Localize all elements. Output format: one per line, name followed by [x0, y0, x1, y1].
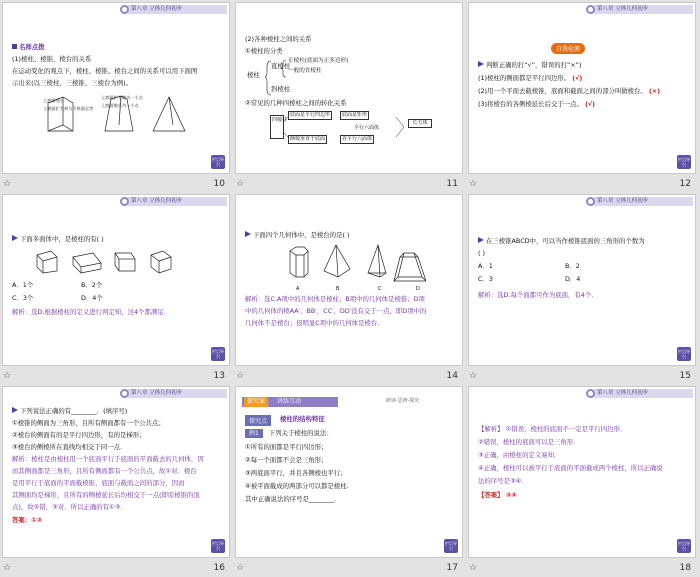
- answer: 答案：①③: [12, 516, 42, 524]
- star-icon[interactable]: ☆: [3, 563, 12, 573]
- self-check-badge: 自我检测: [551, 43, 585, 54]
- arrow-bullet-icon: [12, 407, 18, 413]
- chapter-header-tab: 第八章 立体几何初步: [591, 389, 693, 398]
- slide-number: 11: [446, 179, 458, 189]
- slide-thumb-17[interactable]: [233, 384, 466, 576]
- explanation: 解析：选C.A项中的几何体是棱柱；B项中的几何体是棱锥；D项: [245, 295, 425, 303]
- tree-leaf: 一般的直棱柱: [288, 68, 322, 74]
- section-tab: 探究案: [244, 397, 268, 407]
- slide-thumb-13[interactable]: [0, 192, 233, 384]
- question-text: 在三棱锥ABCD中，可以当作棱锥底面的三角形的个数为: [478, 237, 645, 247]
- slide-thumb-10[interactable]: [0, 0, 233, 192]
- option-d: D．4: [565, 275, 581, 283]
- slide-number: 12: [679, 179, 691, 189]
- flow-box: 长方体: [408, 119, 432, 128]
- slide-thumb-14[interactable]: [233, 192, 466, 384]
- star-icon[interactable]: ☆: [469, 179, 478, 189]
- chapter-header-tab: 第八章 立体几何初步: [125, 197, 227, 206]
- flow-box: 底面是矩形: [342, 112, 368, 118]
- statement: ①棱锥的侧面为三角形，且所有侧面都有一个公共点；: [12, 419, 165, 427]
- analysis-line: 法的序号是③④．: [478, 477, 528, 485]
- analysis-line: ④正确，棱柱可以被平行于底面的平面截成两个棱柱，所以正确说: [478, 464, 663, 472]
- option-a: A．1: [478, 262, 493, 270]
- slide-canvas: [468, 194, 696, 366]
- explanation: 几何体不是棱台；很明显C项中的几何体是棱台.: [245, 319, 380, 327]
- tree-root: 棱柱: [247, 71, 260, 79]
- section-heading: 名师点拨: [12, 43, 45, 53]
- question-item: (1)棱柱的侧面都是平行四边形。 (√): [478, 74, 583, 82]
- question-paren: ( ): [478, 249, 486, 257]
- analysis-line: ②错误，棱柱的底面可以是三角形．: [478, 438, 580, 446]
- return-to-toc-button[interactable]: 栏目导引: [445, 541, 457, 551]
- tree-branch: 直棱柱: [271, 62, 291, 70]
- question-item: (2)用一个平面去截棱锥，底面和截面之间的部分叫做棱台。 (×): [478, 87, 661, 95]
- explanation: 是用平行于底面的平面截棱锥，底面与截面之间的部分，因而: [12, 479, 185, 487]
- flow-box: 侧棱垂直于底面: [290, 136, 326, 142]
- question-text: 例1 下列关于棱柱的说法：: [245, 429, 333, 439]
- explanation: 解析：棱柱是由棱柱用一个底面平行于底面的平面截去的几何体，因: [12, 455, 204, 463]
- flow-box: 底面是平行四边形: [290, 112, 331, 118]
- slide-thumb-15[interactable]: [466, 192, 699, 384]
- diagram-caption: 上底面扩大到与下底面全等: [43, 106, 94, 111]
- explanation: 点)，故②错，③对．所以正确的有①③．: [12, 503, 127, 511]
- tree-branch: 斜棱柱: [271, 85, 291, 93]
- answer-value: ③④: [505, 491, 517, 499]
- topic-tag: 探究点: [245, 415, 271, 426]
- section-tab: 讲练互动: [277, 398, 302, 405]
- arrow-bullet-icon: [245, 231, 251, 237]
- statement: ③两底面平行，并且各侧棱也平行；: [245, 469, 347, 477]
- slide-thumb-12[interactable]: [466, 0, 699, 192]
- chapter-header-tab: 第八章 立体几何初步: [591, 197, 693, 206]
- figure-label: B: [336, 286, 340, 292]
- section-subtitle: 研读·思辨·探究: [386, 398, 420, 404]
- statement: ②棱台的侧面有的是平行四边形，有的是梯形；: [12, 431, 146, 439]
- flow-box: 四棱柱: [270, 115, 284, 139]
- slide-canvas: [468, 2, 696, 174]
- star-icon[interactable]: ☆: [469, 371, 478, 381]
- arrow-bullet-icon: [12, 235, 18, 241]
- slide-canvas: [2, 386, 230, 558]
- explanation: 其侧面均是梯形，且所有的侧棱延长后均相交于一点(即原棱锥的顶: [12, 491, 200, 499]
- chapter-header-tab: 第八章 立体几何初步: [591, 5, 693, 14]
- option-b: B．2个: [81, 281, 103, 289]
- tree-leaf: 正棱柱(底面为正多边形): [288, 58, 349, 64]
- option-a: A．1个: [12, 281, 34, 289]
- slide-canvas: [2, 2, 230, 174]
- return-to-toc-button[interactable]: 栏目导引: [212, 349, 224, 359]
- answer-mark: (√): [584, 100, 596, 108]
- question-item: (3)将棱台的各侧棱延长后交于一点。 (√): [478, 100, 596, 108]
- slide-number: 13: [213, 371, 225, 381]
- text-line: ②常见的几种四棱柱之间的转化关系: [245, 99, 347, 107]
- arrow-bullet-icon: [478, 61, 484, 67]
- solid-figures: [286, 243, 426, 283]
- slide-number: 16: [213, 563, 225, 573]
- explanation: 而其侧面都是三角形，且所有侧面都有一个公共点，故①对．棱台: [12, 467, 197, 475]
- explanation: 解析：选D.根据棱柱的定义进行判定知，这4个都满足.: [12, 308, 166, 316]
- answer-mark: (√): [572, 74, 583, 82]
- slide-number: 10: [213, 179, 225, 189]
- statement: 其中正确说法的序号是________．: [245, 495, 341, 503]
- text-line: 在运动变化的观点下，棱柱、棱锥、棱台之间的关系可以用下面图: [12, 67, 198, 75]
- slide-canvas: [2, 194, 230, 366]
- analysis-line: 【解析】 ①错误，棱柱的底面不一定是平行四边形．: [478, 425, 627, 433]
- figure-label: A: [296, 286, 300, 292]
- text-line: 示出来(以三棱柱、三棱锥、三棱台为例)。: [12, 79, 133, 87]
- question-text: 下面多面体中，是棱柱的有( ): [12, 235, 104, 245]
- explanation: 中的几何体的棱AA′，BB′，CC′，DD′没有交于一点，即D项中的: [245, 307, 427, 315]
- flow-box: 直平行六面体: [342, 136, 373, 142]
- diagram-caption: 上底面扩大缩为一个点: [101, 95, 143, 100]
- slide-thumb-18[interactable]: [466, 384, 699, 576]
- slide-canvas: [235, 2, 463, 174]
- slide-canvas: [235, 386, 463, 558]
- slide-thumb-11[interactable]: [233, 0, 466, 192]
- return-to-toc-button[interactable]: 栏目导引: [678, 157, 690, 167]
- slide-number: 18: [679, 563, 691, 573]
- star-icon[interactable]: ☆: [236, 179, 245, 189]
- star-icon[interactable]: ☆: [3, 371, 12, 381]
- text-line: ①棱柱的分类: [245, 47, 283, 55]
- topic-title: 棱柱的结构特征: [280, 415, 325, 423]
- statement: ①所有的面都是平行四边形；: [245, 443, 328, 451]
- polyhedra-figures: [33, 247, 183, 275]
- square-bullet-icon: [12, 44, 17, 49]
- slide-number: 14: [446, 371, 458, 381]
- option-d: D．4个: [81, 294, 103, 302]
- example-tag: 例1: [245, 429, 263, 438]
- answer: [478, 491, 517, 501]
- figure-label: C: [378, 286, 382, 292]
- option-b: B．2: [565, 262, 580, 270]
- instruction-line: 判断正确的打“√”，错误的打“×”): [478, 61, 581, 71]
- diagram-caption: 上底面变小: [43, 98, 64, 103]
- question-text: 下面四个几何体中，是棱台的是( ): [245, 231, 350, 241]
- answer-tag: 【答案】: [478, 491, 504, 499]
- return-to-toc-button[interactable]: 栏目导引: [212, 157, 224, 167]
- question-text: 下列说法正确的有________．(填序号): [12, 407, 127, 417]
- figure-label: D: [416, 286, 420, 292]
- return-to-toc-button[interactable]: 栏目导引: [678, 349, 690, 359]
- option-c: C．3: [478, 275, 493, 283]
- analysis-line: ③正确，由棱柱的定义易知．: [478, 451, 561, 459]
- statement: ②每一个面都不会是三角形；: [245, 456, 328, 464]
- slide-thumb-16[interactable]: [0, 384, 233, 576]
- star-icon[interactable]: ☆: [236, 371, 245, 381]
- text-line: (1)棱柱、棱锥、棱台的关系: [12, 55, 92, 63]
- star-icon[interactable]: ☆: [236, 563, 245, 573]
- slide-number: 17: [446, 563, 458, 573]
- slide-canvas: [468, 386, 696, 558]
- star-icon[interactable]: ☆: [469, 563, 478, 573]
- return-to-toc-button[interactable]: 栏目导引: [678, 541, 690, 551]
- text-line: (2)各种棱柱之间的关系: [245, 35, 312, 43]
- chapter-header-tab: 第八章 立体几何初步: [125, 389, 227, 398]
- slide-number: 15: [679, 371, 691, 381]
- statement: ④被平面截成的两部分可以都是棱柱.: [245, 482, 349, 490]
- diagram-caption: 上底面缩小为一个点: [101, 103, 139, 108]
- option-c: C．3个: [12, 294, 34, 302]
- slide-canvas: [235, 194, 463, 366]
- answer-mark: (×): [648, 87, 661, 95]
- chapter-header-tab: 第八章 立体几何初步: [125, 5, 227, 14]
- return-to-toc-button[interactable]: 栏目导引: [212, 541, 224, 551]
- flow-note: 平行六面体: [354, 125, 380, 131]
- explanation: 解析：选D.每个面都可作为底面，有4个.: [478, 291, 594, 299]
- arrow-bullet-icon: [478, 237, 484, 243]
- star-icon[interactable]: ☆: [3, 179, 12, 189]
- statement: ③棱台的侧棱所在直线均相交于同一点．: [12, 443, 127, 451]
